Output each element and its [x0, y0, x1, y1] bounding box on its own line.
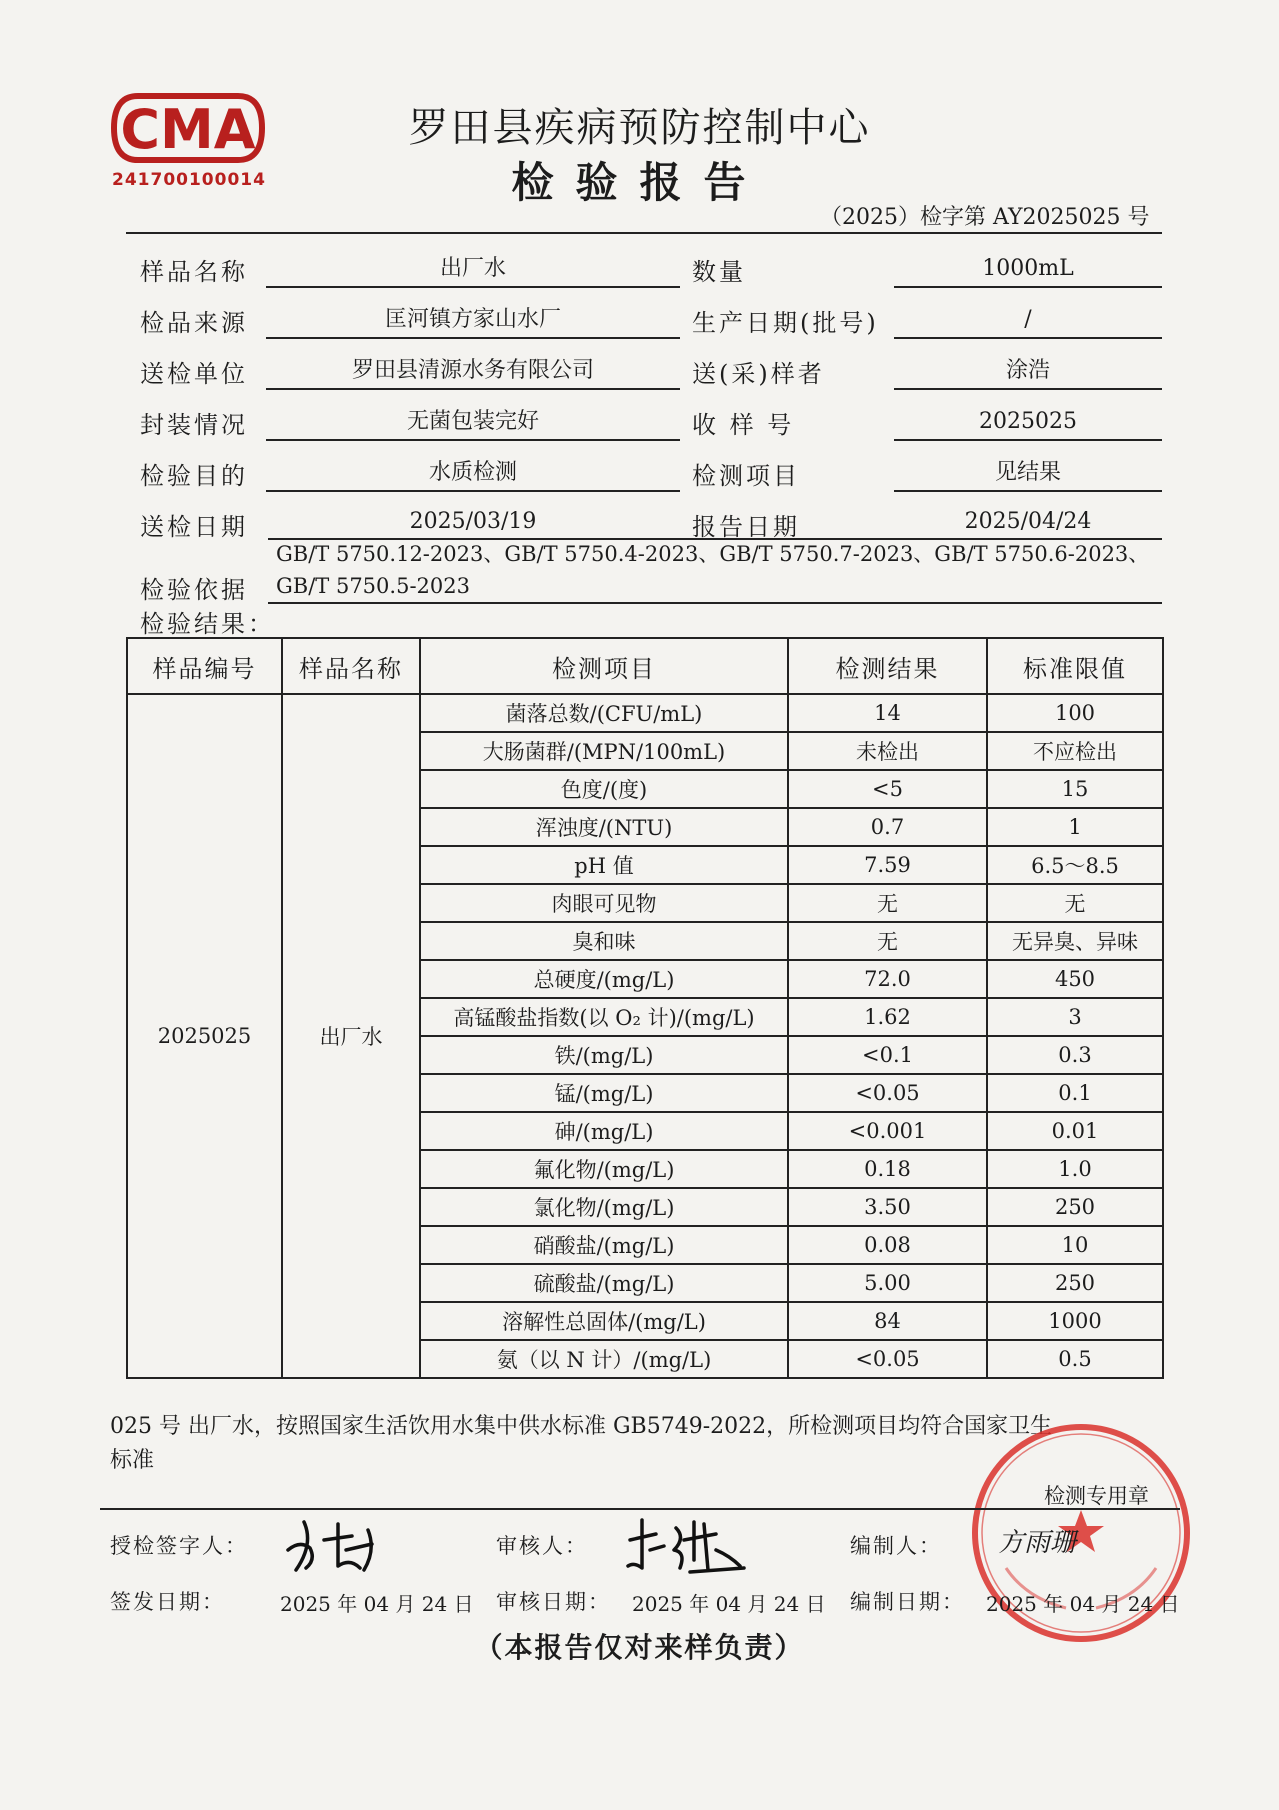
limit-cell: 1000 — [987, 1302, 1163, 1340]
col-header-sample-name: 样品名称 — [282, 638, 420, 694]
result-cell: 3.50 — [788, 1188, 987, 1226]
result-cell: <5 — [788, 770, 987, 808]
item-cell: 氨（以 N 计）/(mg/L) — [420, 1340, 788, 1378]
basis-label: 检验依据 — [140, 576, 248, 604]
result-cell: 0.18 — [788, 1150, 987, 1188]
quantity-value: 1000mL — [894, 252, 1162, 288]
result-cell: 0.08 — [788, 1226, 987, 1264]
results-table — [126, 637, 1164, 1379]
purpose-value: 水质检测 — [266, 456, 680, 492]
item-cell: 铁/(mg/L) — [420, 1036, 788, 1074]
col-header-item: 检测项目 — [420, 638, 788, 694]
sample-name-value: 出厂水 — [266, 252, 680, 288]
submitter-label: 送检单位 — [140, 360, 248, 388]
item-cell: 臭和味 — [420, 922, 788, 960]
cma-logo-text: CMA — [120, 98, 256, 161]
limit-cell: 不应检出 — [987, 732, 1163, 770]
result-cell: 无 — [788, 884, 987, 922]
items-value: 见结果 — [894, 456, 1162, 492]
production-date-label: 生产日期(批号) — [692, 309, 879, 337]
item-cell: 浑浊度/(NTU) — [420, 808, 788, 846]
result-cell: 7.59 — [788, 846, 987, 884]
item-cell: 锰/(mg/L) — [420, 1074, 788, 1112]
org-name: 罗田县疾病预防控制中心 — [408, 105, 871, 151]
compiler-label: 编制人： — [850, 1534, 942, 1558]
quantity-label: 数量 — [692, 258, 746, 286]
authorizer-label: 授检签字人： — [110, 1534, 248, 1558]
item-cell: 大肠菌群/(MPN/100mL) — [420, 732, 788, 770]
sample-id-cell: 2025025 — [127, 694, 282, 1378]
item-cell: pH 值 — [420, 846, 788, 884]
basis-line-2: GB/T 5750.5-2023 — [276, 574, 470, 598]
limit-cell: 0.5 — [987, 1340, 1163, 1378]
result-cell: 5.00 — [788, 1264, 987, 1302]
item-cell: 氟化物/(mg/L) — [420, 1150, 788, 1188]
issue-date: 2025 年 04 月 24 日 — [280, 1592, 474, 1616]
purpose-label: 检验目的 — [140, 462, 248, 490]
doc-title: 检验报告 — [511, 158, 768, 207]
item-cell: 菌落总数/(CFU/mL) — [420, 694, 788, 732]
sample-name-label: 样品名称 — [140, 258, 248, 286]
submit-date-label: 送检日期 — [140, 513, 248, 541]
items-label: 检测项目 — [692, 462, 800, 490]
source-value: 匡河镇方家山水厂 — [266, 303, 680, 339]
limit-cell: 1.0 — [987, 1150, 1163, 1188]
result-cell: 14 — [788, 694, 987, 732]
report-date-value: 2025/04/24 — [964, 509, 1092, 534]
result-cell: <0.001 — [788, 1112, 987, 1150]
receipt-no-label: 收 样 号 — [692, 411, 795, 439]
limit-cell: 1 — [987, 808, 1163, 846]
reviewer-signature — [620, 1510, 750, 1580]
result-cell: 1.62 — [788, 998, 987, 1036]
packaging-label: 封装情况 — [140, 411, 248, 439]
production-date-value: / — [894, 303, 1162, 339]
submitter-value: 罗田县清源水务有限公司 — [266, 354, 680, 390]
result-cell: 84 — [788, 1302, 987, 1340]
review-date-label: 审核日期： — [496, 1590, 611, 1614]
item-cell: 色度/(度) — [420, 770, 788, 808]
compile-date-label: 编制日期： — [850, 1590, 965, 1614]
reviewer-label: 审核人： — [496, 1534, 588, 1558]
item-cell: 溶解性总固体/(mg/L) — [420, 1302, 788, 1340]
authorizer-signature — [280, 1510, 390, 1580]
limit-cell: 6.5～8.5 — [987, 846, 1163, 884]
result-cell: <0.1 — [788, 1036, 987, 1074]
report-number: （2025）检字第 AY2025025 号 — [820, 205, 1150, 230]
receipt-no-value: 2025025 — [894, 405, 1162, 441]
compile-date: 2025 年 04 月 24 日 — [986, 1592, 1180, 1616]
result-cell: 无 — [788, 922, 987, 960]
item-cell: 肉眼可见物 — [420, 884, 788, 922]
limit-cell: 15 — [987, 770, 1163, 808]
item-cell: 高锰酸盐指数(以 O₂ 计)/(mg/L) — [420, 998, 788, 1036]
limit-cell: 100 — [987, 694, 1163, 732]
compiler-name: 方雨珊 — [998, 1528, 1077, 1558]
table-header-row — [127, 638, 1163, 694]
col-header-limit: 标准限值 — [987, 638, 1163, 694]
limit-cell: 0.1 — [987, 1074, 1163, 1112]
col-header-sample-id: 样品编号 — [127, 638, 282, 694]
footer-note: （本报告仅对来样负责） — [474, 1631, 805, 1664]
limit-cell: 无异臭、异味 — [987, 922, 1163, 960]
limit-cell: 0.01 — [987, 1112, 1163, 1150]
table-row — [127, 694, 1163, 732]
review-date: 2025 年 04 月 24 日 — [632, 1592, 826, 1616]
item-cell: 总硬度/(mg/L) — [420, 960, 788, 998]
limit-cell: 450 — [987, 960, 1163, 998]
item-cell: 砷/(mg/L) — [420, 1112, 788, 1150]
limit-cell: 250 — [987, 1188, 1163, 1226]
results-label: 检验结果： — [140, 610, 275, 638]
limit-cell: 10 — [987, 1226, 1163, 1264]
conclusion-line-1: 025 号 出厂水，按照国家生活饮用水集中供水标准 GB5749-2022，所检测项目均符合国家卫生 — [110, 1414, 1053, 1439]
limit-cell: 250 — [987, 1264, 1163, 1302]
item-cell: 氯化物/(mg/L) — [420, 1188, 788, 1226]
basis-text — [276, 538, 1166, 602]
submit-date-value: 2025/03/19 — [409, 509, 537, 534]
item-cell: 硝酸盐/(mg/L) — [420, 1226, 788, 1264]
result-cell: 0.7 — [788, 808, 987, 846]
item-cell: 硫酸盐/(mg/L) — [420, 1264, 788, 1302]
result-cell: 未检出 — [788, 732, 987, 770]
limit-cell: 0.3 — [987, 1036, 1163, 1074]
source-label: 检品来源 — [140, 309, 248, 337]
issue-date-label: 签发日期： — [110, 1590, 225, 1614]
result-cell: <0.05 — [788, 1340, 987, 1378]
conclusion-line-2: 标准 — [110, 1448, 155, 1473]
report-date-label: 报告日期 — [692, 513, 800, 541]
result-cell: <0.05 — [788, 1074, 987, 1112]
result-cell: 72.0 — [788, 960, 987, 998]
sampler-value: 涂浩 — [894, 354, 1162, 390]
limit-cell: 无 — [987, 884, 1163, 922]
limit-cell: 3 — [987, 998, 1163, 1036]
stamp-label: 检测专用章 — [1044, 1484, 1149, 1508]
packaging-value: 无菌包装完好 — [266, 405, 680, 441]
header-divider — [126, 232, 1162, 234]
sampler-label: 送(采)样者 — [692, 360, 825, 388]
sample-name-cell: 出厂水 — [282, 694, 420, 1378]
basis-divider — [268, 602, 1162, 604]
cma-number: 241700100014 — [112, 170, 266, 190]
col-header-result: 检测结果 — [788, 638, 987, 694]
basis-line-1: GB/T 5750.12-2023、GB/T 5750.4-2023、GB/T 5750.7-2023、GB/T 5750.6-2023、 — [276, 542, 1150, 566]
